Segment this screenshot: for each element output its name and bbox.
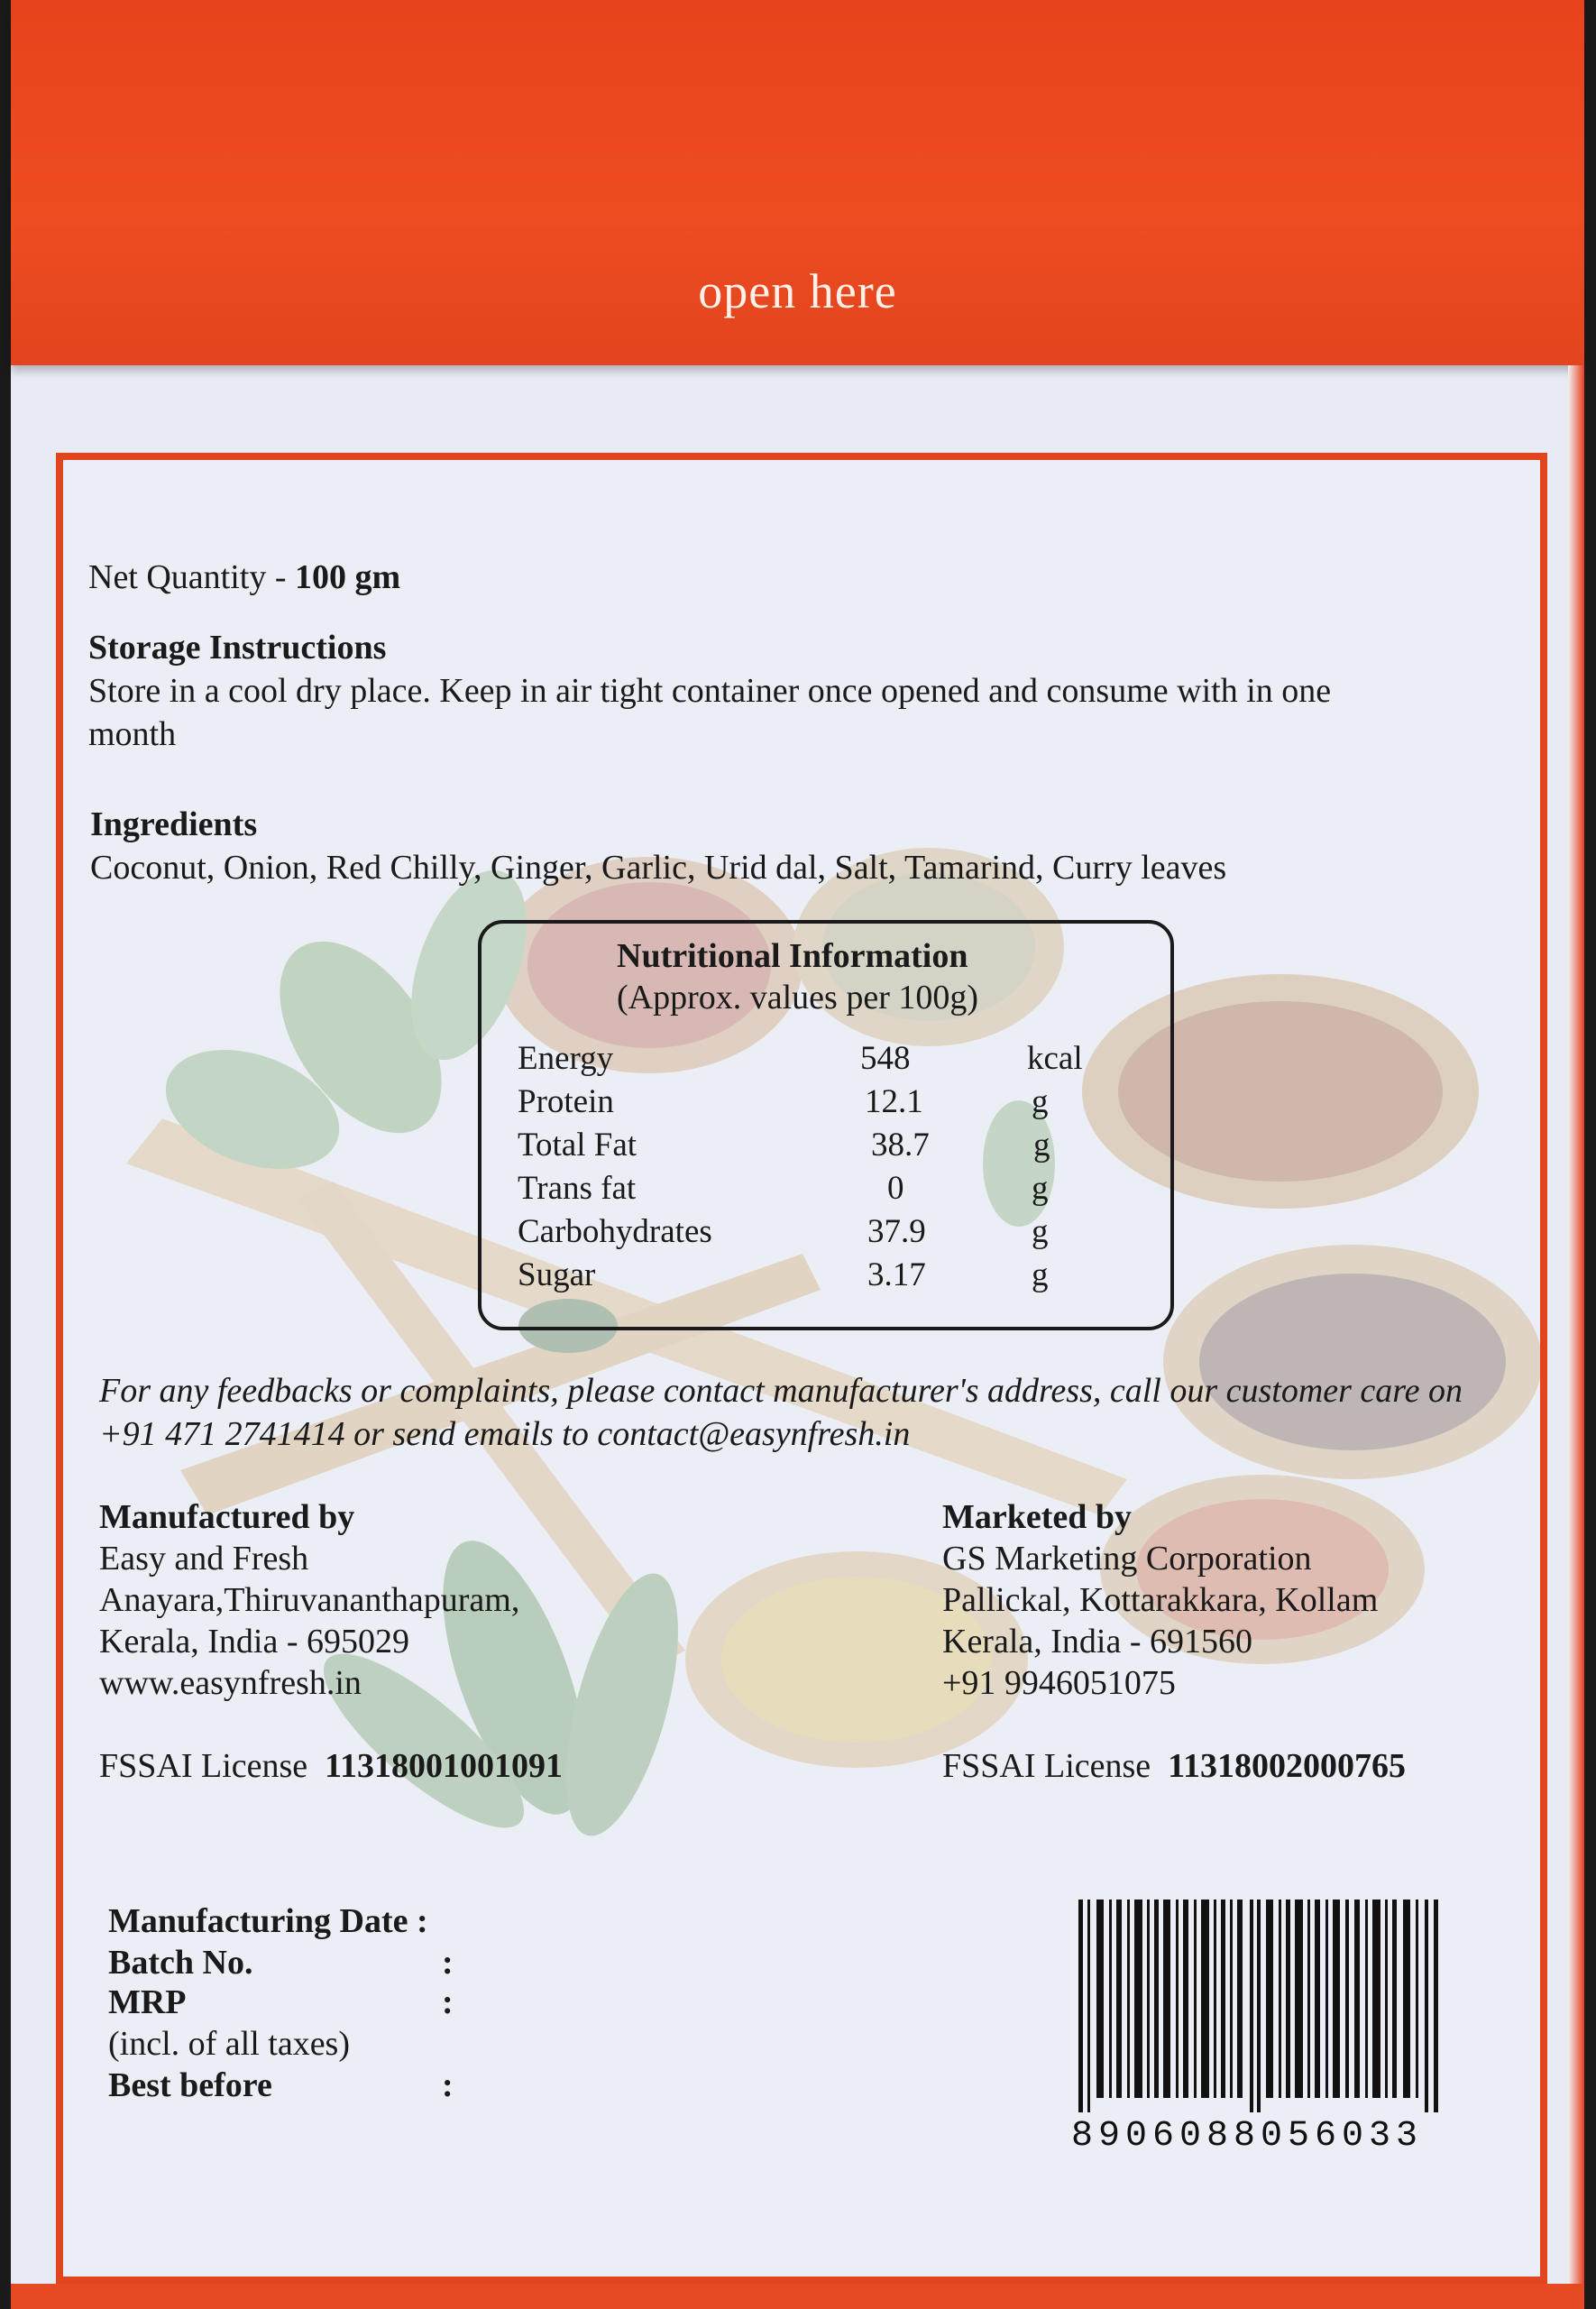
nutrient-value: 3.17	[867, 1256, 926, 1293]
nutrient-value: 38.7	[871, 1127, 930, 1164]
manufacturer-heading: Manufactured by	[99, 1498, 355, 1536]
batch-label: Batch No.	[108, 1944, 253, 1982]
nutrient-unit: g	[1032, 1256, 1049, 1293]
info-panel	[56, 453, 1547, 2284]
net-quantity	[88, 556, 400, 599]
marketer-phone: +91 9946051075	[942, 1664, 1176, 1702]
manufacturer-address: Anayara,Thiruvananthapuram,	[99, 1581, 520, 1619]
mrp-colon: :	[442, 1983, 454, 2021]
storage-heading: Storage Instructions	[88, 629, 387, 667]
marketer-heading: Marketed by	[942, 1498, 1133, 1536]
nutrient-name: Sugar	[518, 1256, 596, 1293]
marketer-state: Kerala, India - 691560	[942, 1623, 1252, 1660]
ingredients-text: Coconut, Onion, Red Chilly, Ginger, Garlic, Urid dal, Salt, Tamarind, Curry leaves	[90, 849, 1227, 887]
marketer-address: Pallickal, Kottarakkara, Kollam	[942, 1581, 1379, 1619]
feedback-line2: +91 471 2741414 or send emails to contact@easynfresh.in	[99, 1415, 911, 1453]
storage-text-line1: Store in a cool dry place. Keep in air tight container once opened and consume with in one	[88, 672, 1332, 710]
fssai-number: 11318002000765	[1168, 1747, 1407, 1785]
nutrient-name: Trans fat	[518, 1170, 637, 1207]
manufacturer-website: www.easynfresh.in	[99, 1664, 362, 1702]
label-text	[63, 460, 1540, 2277]
nutrient-name: Carbohydrates	[518, 1213, 712, 1250]
best-before-colon: :	[442, 2066, 454, 2104]
bottom-edge	[11, 2284, 1584, 2309]
fssai-label: FSSAI License	[942, 1747, 1151, 1785]
nutrient-unit: g	[1033, 1127, 1050, 1164]
nutrient-value: 37.9	[867, 1213, 926, 1250]
manufacturer-state: Kerala, India - 695029	[99, 1623, 409, 1660]
fssai-label: FSSAI License	[99, 1747, 308, 1785]
feedback-line1: For any feedbacks or complaints, please contact manufacturer's address, call our customer care on	[99, 1372, 1463, 1410]
open-here-label: open here	[698, 264, 897, 318]
nutrient-value: 548	[860, 1040, 911, 1077]
nutrition-subtitle: (Approx. values per 100g)	[617, 979, 979, 1017]
net-quantity-label: Net Quantity -	[88, 558, 296, 596]
ingredients-heading: Ingredients	[90, 805, 258, 843]
barcode-bars	[1077, 1900, 1443, 2112]
mrp-label: MRP	[108, 1983, 187, 2021]
net-quantity-value: 100 gm	[295, 558, 401, 596]
fssai-number: 11318001001091	[325, 1747, 564, 1785]
nutrient-unit: g	[1032, 1083, 1049, 1120]
barcode-number: 8906088056033	[1071, 2116, 1424, 2157]
mrp-note: (incl. of all taxes)	[108, 2025, 351, 2063]
package-back	[11, 0, 1584, 2309]
nutrient-name: Protein	[518, 1083, 614, 1120]
nutrient-value: 0	[887, 1170, 904, 1207]
mfg-date-label: Manufacturing Date :	[108, 1902, 428, 1940]
nutrient-unit: g	[1032, 1213, 1049, 1250]
storage-text-line2: month	[88, 715, 177, 753]
nutrition-title: Nutritional Information	[617, 937, 968, 975]
nutrient-unit: kcal	[1027, 1040, 1083, 1077]
side-edge	[1568, 365, 1584, 2309]
nutrient-unit: g	[1032, 1170, 1049, 1207]
nutrient-name: Energy	[518, 1040, 614, 1077]
batch-colon: :	[442, 1944, 454, 1982]
nutrient-name: Total Fat	[518, 1127, 637, 1164]
marketer-name: GS Marketing Corporation	[942, 1540, 1312, 1578]
manufacturer-fssai	[99, 1744, 563, 1788]
nutrient-value: 12.1	[865, 1083, 923, 1120]
nutrition-table	[478, 920, 1174, 1330]
manufacturer-name: Easy and Fresh	[99, 1540, 309, 1578]
top-flap[interactable]	[11, 0, 1584, 365]
best-before-label: Best before	[108, 2066, 272, 2104]
marketer-fssai	[942, 1744, 1406, 1788]
